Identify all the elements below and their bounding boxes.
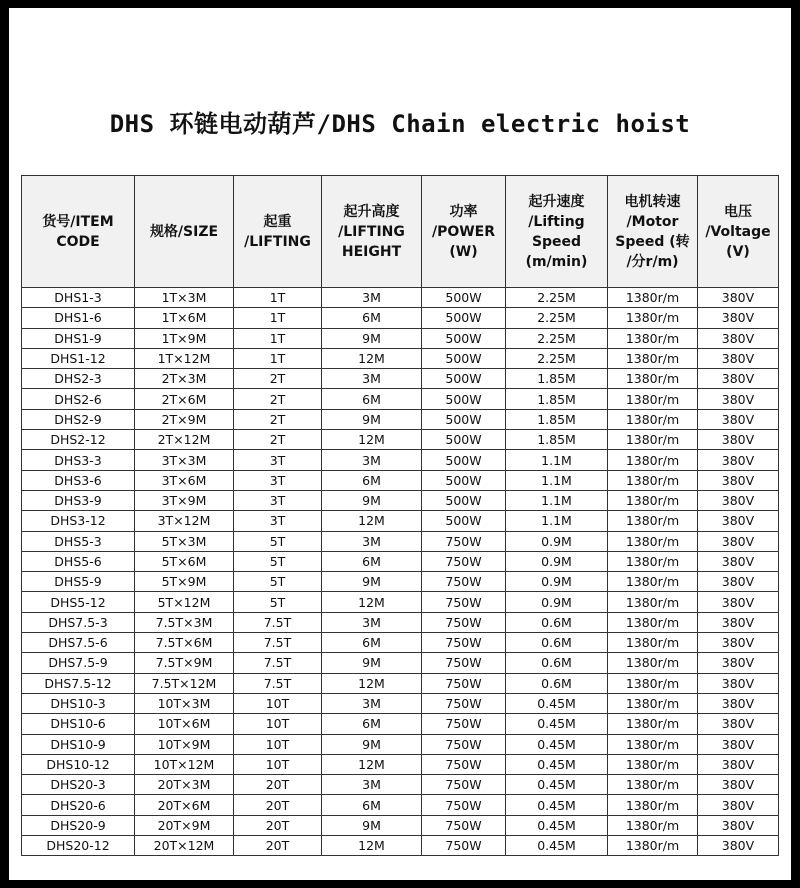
cell-lifting-height: 3M [322,612,422,632]
cell-size: 3T×3M [135,450,234,470]
cell-lifting-height: 6M [322,714,422,734]
cell-power: 750W [422,734,506,754]
cell-lifting-height: 12M [322,836,422,856]
cell-item-code: DHS1-9 [22,328,135,348]
cell-size: 10T×12M [135,754,234,774]
cell-lifting-height: 3M [322,693,422,713]
header-line: 功率 [449,203,478,220]
cell-item-code: DHS20-6 [22,795,135,815]
table-row [22,734,779,754]
cell-item-code: DHS20-9 [22,815,135,835]
cell-lifting: 1T [234,348,322,368]
cell-motor-speed: 1380r/m [608,288,698,308]
header-line: (V) [726,243,750,260]
cell-lifting-speed: 1.85M [506,389,608,409]
cell-power: 750W [422,754,506,774]
cell-lifting-speed: 1.85M [506,430,608,450]
column-header-lifting [234,176,322,288]
cell-lifting-speed: 0.45M [506,693,608,713]
cell-item-code: DHS3-12 [22,511,135,531]
table-row [22,490,779,510]
cell-motor-speed: 1380r/m [608,511,698,531]
cell-motor-speed: 1380r/m [608,633,698,653]
cell-item-code: DHS10-3 [22,693,135,713]
cell-lifting: 20T [234,836,322,856]
cell-item-code: DHS20-12 [22,836,135,856]
cell-motor-speed: 1380r/m [608,551,698,571]
table-header-row [22,176,779,288]
cell-lifting-height: 9M [322,653,422,673]
cell-lifting-speed: 0.45M [506,775,608,795]
cell-item-code: DHS7.5-9 [22,653,135,673]
cell-lifting: 2T [234,389,322,409]
cell-size: 1T×3M [135,288,234,308]
cell-lifting-height: 3M [322,450,422,470]
cell-motor-speed: 1380r/m [608,328,698,348]
cell-lifting-speed: 0.6M [506,673,608,693]
cell-item-code: DHS2-6 [22,389,135,409]
table-row [22,389,779,409]
table-row [22,775,779,795]
cell-item-code: DHS5-12 [22,592,135,612]
cell-lifting-height: 12M [322,754,422,774]
cell-power: 750W [422,815,506,835]
cell-item-code: DHS5-6 [22,551,135,571]
cell-lifting: 3T [234,470,322,490]
table-row [22,348,779,368]
cell-motor-speed: 1380r/m [608,714,698,734]
table-row [22,693,779,713]
cell-power: 750W [422,531,506,551]
header-line: CODE [56,233,100,250]
cell-voltage: 380V [698,714,779,734]
cell-lifting: 20T [234,815,322,835]
table-row [22,470,779,490]
cell-voltage: 380V [698,673,779,693]
cell-size: 2T×3M [135,369,234,389]
cell-lifting: 5T [234,551,322,571]
cell-size: 3T×12M [135,511,234,531]
cell-size: 2T×9M [135,409,234,429]
cell-size: 20T×12M [135,836,234,856]
header-line: 电机转速 [624,193,681,210]
cell-size: 7.5T×3M [135,612,234,632]
cell-lifting: 1T [234,288,322,308]
cell-lifting: 1T [234,328,322,348]
column-header-size [135,176,234,288]
cell-motor-speed: 1380r/m [608,734,698,754]
cell-lifting-speed: 0.45M [506,754,608,774]
cell-voltage: 380V [698,815,779,835]
cell-motor-speed: 1380r/m [608,795,698,815]
header-line: 起升速度 [528,193,585,210]
cell-power: 750W [422,633,506,653]
cell-item-code: DHS7.5-6 [22,633,135,653]
cell-lifting: 3T [234,490,322,510]
header-line: /LIFTING [244,233,311,250]
cell-power: 500W [422,409,506,429]
cell-voltage: 380V [698,572,779,592]
cell-motor-speed: 1380r/m [608,836,698,856]
cell-power: 750W [422,795,506,815]
cell-size: 7.5T×6M [135,633,234,653]
table-row [22,633,779,653]
cell-size: 5T×9M [135,572,234,592]
cell-lifting: 20T [234,775,322,795]
cell-item-code: DHS7.5-12 [22,673,135,693]
cell-item-code: DHS5-9 [22,572,135,592]
cell-motor-speed: 1380r/m [608,308,698,328]
header-line: (m/min) [525,253,588,270]
cell-motor-speed: 1380r/m [608,653,698,673]
cell-lifting: 5T [234,531,322,551]
cell-lifting-speed: 1.1M [506,450,608,470]
cell-lifting: 3T [234,511,322,531]
table-row [22,308,779,328]
cell-lifting-height: 9M [322,572,422,592]
cell-size: 7.5T×9M [135,653,234,673]
cell-voltage: 380V [698,430,779,450]
cell-item-code: DHS2-3 [22,369,135,389]
cell-lifting-height: 9M [322,490,422,510]
cell-voltage: 380V [698,470,779,490]
cell-lifting: 3T [234,450,322,470]
cell-lifting: 7.5T [234,653,322,673]
cell-item-code: DHS3-3 [22,450,135,470]
cell-lifting-speed: 2.25M [506,308,608,328]
table-row [22,653,779,673]
header-line: /LIFTING [338,223,405,240]
cell-voltage: 380V [698,450,779,470]
cell-power: 750W [422,693,506,713]
cell-lifting-height: 6M [322,389,422,409]
cell-lifting-speed: 0.45M [506,714,608,734]
cell-motor-speed: 1380r/m [608,815,698,835]
cell-motor-speed: 1380r/m [608,754,698,774]
header-line: /Voltage [705,223,771,240]
cell-lifting-speed: 1.1M [506,470,608,490]
cell-lifting-speed: 0.45M [506,734,608,754]
header-line: 规格/SIZE [149,223,219,240]
cell-size: 10T×3M [135,693,234,713]
cell-size: 20T×3M [135,775,234,795]
cell-voltage: 380V [698,490,779,510]
cell-power: 750W [422,592,506,612]
cell-lifting-height: 12M [322,511,422,531]
table-body [22,288,779,856]
cell-size: 3T×9M [135,490,234,510]
cell-voltage: 380V [698,592,779,612]
cell-lifting-speed: 0.9M [506,572,608,592]
cell-lifting-height: 12M [322,592,422,612]
cell-voltage: 380V [698,734,779,754]
table-row [22,612,779,632]
cell-item-code: DHS10-6 [22,714,135,734]
cell-power: 750W [422,551,506,571]
page-title: DHS 环链电动葫芦/DHS Chain electric hoist [109,110,691,138]
cell-lifting-height: 12M [322,673,422,693]
cell-item-code: DHS1-3 [22,288,135,308]
cell-power: 750W [422,653,506,673]
cell-power: 500W [422,490,506,510]
cell-size: 7.5T×12M [135,673,234,693]
cell-voltage: 380V [698,308,779,328]
cell-lifting: 10T [234,754,322,774]
cell-size: 5T×12M [135,592,234,612]
cell-voltage: 380V [698,288,779,308]
table-row [22,836,779,856]
cell-motor-speed: 1380r/m [608,348,698,368]
cell-power: 500W [422,348,506,368]
spec-table [21,175,779,856]
cell-power: 750W [422,612,506,632]
cell-lifting-height: 6M [322,470,422,490]
cell-lifting-speed: 0.9M [506,551,608,571]
column-header-power [422,176,506,288]
cell-item-code: DHS2-9 [22,409,135,429]
column-header-voltage [698,176,779,288]
table-row [22,551,779,571]
cell-motor-speed: 1380r/m [608,531,698,551]
cell-lifting: 2T [234,409,322,429]
header-line: Speed [531,233,582,250]
cell-voltage: 380V [698,348,779,368]
header-line: (W) [449,243,478,260]
cell-lifting-speed: 2.25M [506,348,608,368]
cell-size: 2T×12M [135,430,234,450]
cell-lifting-height: 12M [322,348,422,368]
cell-size: 3T×6M [135,470,234,490]
table-row [22,815,779,835]
cell-item-code: DHS20-3 [22,775,135,795]
table-row [22,369,779,389]
cell-voltage: 380V [698,551,779,571]
cell-power: 500W [422,328,506,348]
cell-lifting: 20T [234,795,322,815]
cell-motor-speed: 1380r/m [608,450,698,470]
cell-voltage: 380V [698,369,779,389]
cell-motor-speed: 1380r/m [608,592,698,612]
cell-power: 750W [422,836,506,856]
cell-voltage: 380V [698,795,779,815]
cell-size: 1T×6M [135,308,234,328]
table-row [22,795,779,815]
header-line: /POWER [431,223,496,240]
table-row [22,714,779,734]
cell-lifting-speed: 1.1M [506,490,608,510]
cell-lifting-speed: 1.85M [506,409,608,429]
table-row [22,511,779,531]
cell-lifting-speed: 0.6M [506,653,608,673]
cell-voltage: 380V [698,754,779,774]
cell-lifting-speed: 2.25M [506,288,608,308]
cell-lifting-height: 6M [322,551,422,571]
cell-size: 20T×6M [135,795,234,815]
cell-motor-speed: 1380r/m [608,389,698,409]
cell-size: 1T×9M [135,328,234,348]
table-row [22,673,779,693]
header-line: /Lifting [528,213,585,230]
cell-motor-speed: 1380r/m [608,612,698,632]
cell-power: 500W [422,389,506,409]
cell-power: 500W [422,288,506,308]
column-header-lifting-height [322,176,422,288]
header-line: 起重 [263,213,292,230]
cell-voltage: 380V [698,531,779,551]
cell-lifting-speed: 0.9M [506,592,608,612]
header-line: /Motor [626,213,679,230]
cell-voltage: 380V [698,612,779,632]
cell-voltage: 380V [698,633,779,653]
cell-lifting: 7.5T [234,673,322,693]
cell-item-code: DHS5-3 [22,531,135,551]
cell-item-code: DHS10-9 [22,734,135,754]
header-line: 电压 [724,203,752,220]
cell-power: 500W [422,308,506,328]
cell-power: 750W [422,572,506,592]
header-line: /分r/m) [626,253,679,270]
cell-item-code: DHS1-12 [22,348,135,368]
cell-lifting-height: 9M [322,815,422,835]
cell-lifting-height: 12M [322,430,422,450]
cell-lifting-speed: 1.1M [506,511,608,531]
cell-power: 750W [422,775,506,795]
cell-lifting-height: 6M [322,633,422,653]
cell-power: 500W [422,450,506,470]
cell-voltage: 380V [698,511,779,531]
cell-power: 500W [422,511,506,531]
cell-lifting-height: 6M [322,795,422,815]
cell-item-code: DHS7.5-3 [22,612,135,632]
cell-size: 1T×12M [135,348,234,368]
column-header-item-code [22,176,135,288]
cell-lifting-speed: 1.85M [506,369,608,389]
cell-motor-speed: 1380r/m [608,369,698,389]
cell-lifting-height: 6M [322,308,422,328]
cell-item-code: DHS3-6 [22,470,135,490]
cell-voltage: 380V [698,775,779,795]
cell-voltage: 380V [698,836,779,856]
cell-voltage: 380V [698,328,779,348]
cell-lifting-speed: 0.45M [506,815,608,835]
table-row [22,531,779,551]
table-row [22,288,779,308]
document-sheet [9,8,791,880]
table-row [22,450,779,470]
cell-power: 500W [422,470,506,490]
cell-lifting-height: 3M [322,531,422,551]
cell-lifting: 2T [234,369,322,389]
cell-size: 5T×3M [135,531,234,551]
cell-size: 2T×6M [135,389,234,409]
cell-lifting-height: 3M [322,288,422,308]
cell-motor-speed: 1380r/m [608,775,698,795]
cell-motor-speed: 1380r/m [608,409,698,429]
cell-lifting: 5T [234,572,322,592]
cell-item-code: DHS2-12 [22,430,135,450]
cell-lifting-speed: 0.45M [506,795,608,815]
header-line: 货号/ITEM [42,213,114,230]
cell-motor-speed: 1380r/m [608,572,698,592]
cell-power: 750W [422,714,506,734]
header-line: Speed (转 [615,233,690,250]
cell-voltage: 380V [698,409,779,429]
cell-size: 20T×9M [135,815,234,835]
cell-lifting-height: 3M [322,369,422,389]
cell-size: 10T×6M [135,714,234,734]
cell-lifting: 7.5T [234,633,322,653]
cell-size: 10T×9M [135,734,234,754]
cell-lifting: 5T [234,592,322,612]
cell-motor-speed: 1380r/m [608,430,698,450]
cell-motor-speed: 1380r/m [608,490,698,510]
cell-power: 750W [422,673,506,693]
table-row [22,754,779,774]
cell-lifting: 10T [234,734,322,754]
cell-motor-speed: 1380r/m [608,673,698,693]
cell-motor-speed: 1380r/m [608,693,698,713]
cell-power: 500W [422,430,506,450]
table-row [22,409,779,429]
cell-lifting-speed: 0.9M [506,531,608,551]
table-row [22,592,779,612]
cell-lifting: 10T [234,714,322,734]
cell-power: 500W [422,369,506,389]
table-row [22,328,779,348]
cell-lifting-height: 9M [322,734,422,754]
cell-item-code: DHS10-12 [22,754,135,774]
cell-lifting-speed: 0.45M [506,836,608,856]
table-row [22,430,779,450]
cell-lifting-speed: 0.6M [506,633,608,653]
column-header-lifting-speed [506,176,608,288]
cell-voltage: 380V [698,389,779,409]
cell-lifting-height: 3M [322,775,422,795]
header-line: 起升高度 [343,203,400,220]
cell-item-code: DHS1-6 [22,308,135,328]
cell-lifting: 1T [234,308,322,328]
cell-item-code: DHS3-9 [22,490,135,510]
cell-lifting: 7.5T [234,612,322,632]
cell-lifting: 10T [234,693,322,713]
table-row [22,572,779,592]
cell-voltage: 380V [698,653,779,673]
cell-motor-speed: 1380r/m [608,470,698,490]
column-header-motor-speed [608,176,698,288]
header-line: HEIGHT [341,243,402,260]
cell-lifting-speed: 2.25M [506,328,608,348]
cell-lifting: 2T [234,430,322,450]
cell-lifting-height: 9M [322,328,422,348]
cell-lifting-height: 9M [322,409,422,429]
cell-voltage: 380V [698,693,779,713]
cell-size: 5T×6M [135,551,234,571]
cell-lifting-speed: 0.6M [506,612,608,632]
